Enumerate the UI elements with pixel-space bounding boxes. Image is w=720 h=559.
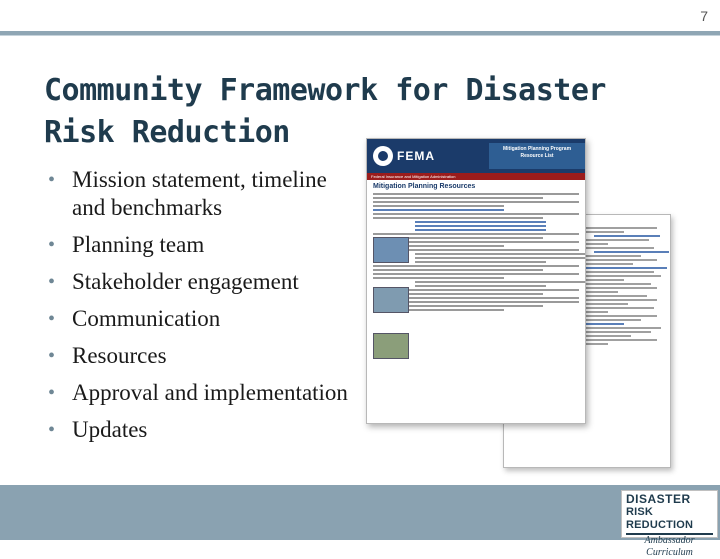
fema-wordmark: FEMA (397, 149, 435, 163)
logo-line-2: RISK REDUCTION (626, 506, 713, 535)
top-accent-rule-light (0, 35, 720, 36)
bullet-icon: • (48, 308, 56, 330)
bullet-item (44, 416, 354, 444)
bullet-text: Stakeholder engagement (72, 269, 299, 294)
document-heading: Mitigation Planning Resources (373, 183, 476, 190)
resource-list-banner: Mitigation Planning Program Resource List (489, 143, 585, 169)
footer-bar (0, 485, 720, 540)
document-thumbnail (373, 287, 409, 313)
logo-line-1: DISASTER (626, 492, 691, 506)
bullet-item (44, 305, 354, 333)
bullet-item (44, 231, 354, 259)
document-page-front (366, 138, 586, 424)
bullet-item (44, 379, 354, 407)
dhs-seal-icon (373, 146, 393, 166)
bullet-item (44, 342, 354, 370)
slide-number: 7 (700, 8, 708, 24)
drr-logo (621, 490, 718, 558)
bullet-item (44, 166, 354, 222)
slide-title: Community Framework for Disaster Risk Reduction (44, 73, 606, 150)
bullet-text: Planning team (72, 232, 205, 257)
bullet-icon: • (48, 419, 56, 441)
bullet-item (44, 268, 354, 296)
bullet-text: Mission statement, timeline and benchmarks (72, 167, 327, 220)
bullet-text: Communication (72, 306, 221, 331)
bullet-icon: • (48, 234, 56, 256)
bullet-text: Updates (72, 417, 148, 442)
fema-subbar: Federal Insurance and Mitigation Administration (367, 173, 585, 180)
document-thumbnail (373, 237, 409, 263)
bullet-icon: • (48, 382, 56, 404)
logo-line-3: Ambassador Curriculum (644, 535, 695, 558)
bullet-list (44, 166, 354, 453)
bullet-text: Resources (72, 343, 167, 368)
bullet-text: Approval and implementation (72, 380, 348, 405)
bullet-icon: • (48, 271, 56, 293)
document-thumbnail (373, 333, 409, 359)
bullet-icon: • (48, 169, 56, 191)
fema-header (367, 139, 585, 173)
bullet-icon: • (48, 345, 56, 367)
